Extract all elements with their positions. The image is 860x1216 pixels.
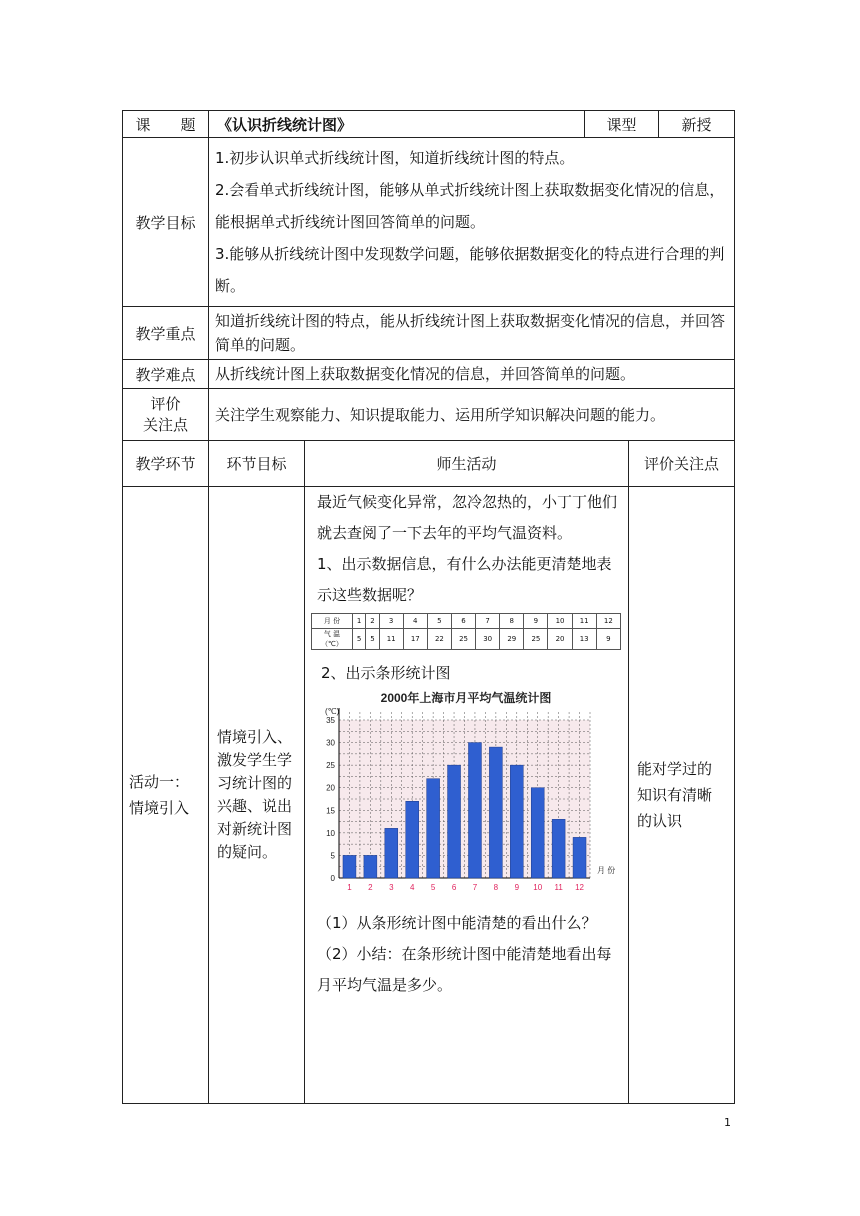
activity-content xyxy=(305,487,629,1104)
data-cell: 1 xyxy=(353,614,366,629)
x-tick-label: 11 xyxy=(554,883,563,892)
bar xyxy=(343,855,356,878)
data-cell: 9 xyxy=(596,629,620,650)
key-points-row xyxy=(123,307,735,360)
data-cell: 20 xyxy=(548,629,572,650)
bar-chart-container xyxy=(305,690,628,908)
objectives-label: 教学目标 xyxy=(123,138,209,307)
subject-label: 课 题 xyxy=(123,111,209,138)
lesson-plan-table xyxy=(122,110,735,1104)
page-number: 1 xyxy=(724,1116,731,1129)
evaluation-paragraph: 关注学生观察能力、知识提取能力、运用所学知识解决问题的能力。 xyxy=(215,405,666,424)
data-cell: 3 xyxy=(379,614,403,629)
y-tick-label: 10 xyxy=(326,828,335,838)
data-cell: 30 xyxy=(476,629,500,650)
data-cell: 22 xyxy=(427,629,451,650)
x-tick-label: 12 xyxy=(575,883,584,892)
objective-item: 1.初步认识单式折线统计图，知道折线统计图的特点。 xyxy=(215,149,575,167)
data-row-temps xyxy=(312,629,621,650)
question-1: （1）从条形统计图中能清楚的看出什么？ xyxy=(317,914,597,932)
x-tick-label: 5 xyxy=(430,883,436,892)
title-row xyxy=(123,111,735,138)
activity-goal: 情境引入、激发学生学习统计图的兴趣、说出对新统计图的疑问。 xyxy=(209,487,305,1104)
chart-title: 2000年上海市月平均气温统计图 xyxy=(380,691,552,705)
objective-item: 2.会看单式折线统计图，能够从单式折线统计图上获取数据变化情况的信息，能根据单式折线统计图回答简单的问题。 xyxy=(215,181,725,231)
activity-step2: 2、出示条形统计图 xyxy=(321,664,451,682)
data-cell: 5 xyxy=(353,629,366,650)
data-cell: 13 xyxy=(572,629,596,650)
activity-step1: 1、出示数据信息，有什么办法能更清楚地表示这些数据呢？ xyxy=(317,555,612,604)
temperature-bar-chart xyxy=(305,690,627,904)
evaluation-row xyxy=(123,389,735,441)
data-cell: 5 xyxy=(427,614,451,629)
data-cell: 10 xyxy=(548,614,572,629)
difficulties-paragraph: 从折线统计图上获取数据变化情况的信息，并回答简单的问题。 xyxy=(215,365,636,383)
key-points-text xyxy=(209,307,735,360)
bar xyxy=(552,819,565,878)
bar xyxy=(468,743,481,878)
x-tick-label: 1 xyxy=(347,883,352,892)
column-header: 教学环节 xyxy=(123,441,209,487)
data-cell: 4 xyxy=(403,614,427,629)
data-cell: 25 xyxy=(524,629,548,650)
key-points-label: 教学重点 xyxy=(123,307,209,360)
bar xyxy=(427,779,440,878)
x-tick-label: 3 xyxy=(389,883,394,892)
difficulties-text xyxy=(209,360,735,389)
bar xyxy=(489,747,502,878)
key-points-paragraph: 知道折线统计图的特点，能从折线统计图上获取数据变化情况的信息，并回答简单的问题。 xyxy=(215,312,726,354)
column-header-row xyxy=(123,441,735,487)
y-tick-label: 15 xyxy=(326,806,335,816)
y-tick-label: 0 xyxy=(330,874,335,883)
objectives-content xyxy=(209,138,735,307)
temp-unit: （℃） xyxy=(321,640,343,648)
x-axis-label: 月 份 xyxy=(597,866,616,875)
data-cell: 8 xyxy=(500,614,524,629)
x-tick-label: 8 xyxy=(493,883,499,892)
x-tick-label: 7 xyxy=(472,883,478,892)
bar xyxy=(448,765,461,878)
activity-intro: 最近气候变化异常，忽冷忽热的，小丁丁他们就去查阅了一下去年的平均气温资料。 xyxy=(317,493,618,542)
x-tick-label: 9 xyxy=(514,883,520,892)
objectives-row xyxy=(123,138,735,307)
temp-label: 气 温 xyxy=(323,630,341,638)
bar xyxy=(364,855,377,878)
data-cell: 5 xyxy=(366,629,379,650)
data-cell: 29 xyxy=(500,629,524,650)
question-2: （2）小结：在条形统计图中能清楚地看出每月平均气温是多少。 xyxy=(317,945,612,994)
data-cell: 11 xyxy=(572,614,596,629)
activity-row xyxy=(123,487,735,1104)
bar xyxy=(406,801,419,878)
y-tick-label: 30 xyxy=(326,738,335,748)
column-header: 环节目标 xyxy=(209,441,305,487)
y-axis-label: (℃) xyxy=(325,707,340,716)
temperature-data-table xyxy=(311,613,621,650)
data-cell: 17 xyxy=(403,629,427,650)
data-cell: 12 xyxy=(596,614,620,629)
y-tick-label: 5 xyxy=(330,851,335,861)
data-cell: 25 xyxy=(451,629,475,650)
x-tick-label: 4 xyxy=(409,883,415,892)
lesson-type-label: 课型 xyxy=(585,111,659,138)
data-row-months xyxy=(312,614,621,629)
difficulties-label: 教学难点 xyxy=(123,360,209,389)
data-cell: 2 xyxy=(366,614,379,629)
data-cell: 11 xyxy=(379,629,403,650)
evaluation-label-line: 评价 xyxy=(150,394,181,413)
objective-item: 3.能够从折线统计图中发现数学问题，能够依据数据变化的特点进行合理的判断。 xyxy=(215,245,725,295)
x-tick-label: 6 xyxy=(451,883,457,892)
column-header: 评价关注点 xyxy=(629,441,735,487)
data-cell: 6 xyxy=(451,614,475,629)
activity-eval-note: 能对学过的知识有清晰的认识 xyxy=(629,487,735,1104)
activity-stage: 活动一：情境引入 xyxy=(123,487,209,1104)
data-cell: 7 xyxy=(476,614,500,629)
y-tick-label: 25 xyxy=(326,761,335,771)
bar xyxy=(385,828,398,878)
y-tick-label: 35 xyxy=(326,716,335,725)
evaluation-label xyxy=(123,389,209,441)
bar xyxy=(531,788,544,878)
data-cell: 9 xyxy=(524,614,548,629)
evaluation-text xyxy=(209,389,735,441)
column-header: 师生活动 xyxy=(305,441,629,487)
evaluation-label-line: 关注点 xyxy=(142,415,188,434)
data-row-label: 月 份 xyxy=(312,614,353,629)
data-row-label xyxy=(312,629,353,650)
x-tick-label: 10 xyxy=(533,883,543,892)
difficulties-row xyxy=(123,360,735,389)
y-tick-label: 20 xyxy=(326,783,335,793)
x-tick-label: 2 xyxy=(368,883,373,892)
bar xyxy=(573,837,586,878)
lesson-type-value: 新授 xyxy=(659,111,735,138)
bar xyxy=(510,765,523,878)
lesson-title: 《认识折线统计图》 xyxy=(209,111,585,138)
